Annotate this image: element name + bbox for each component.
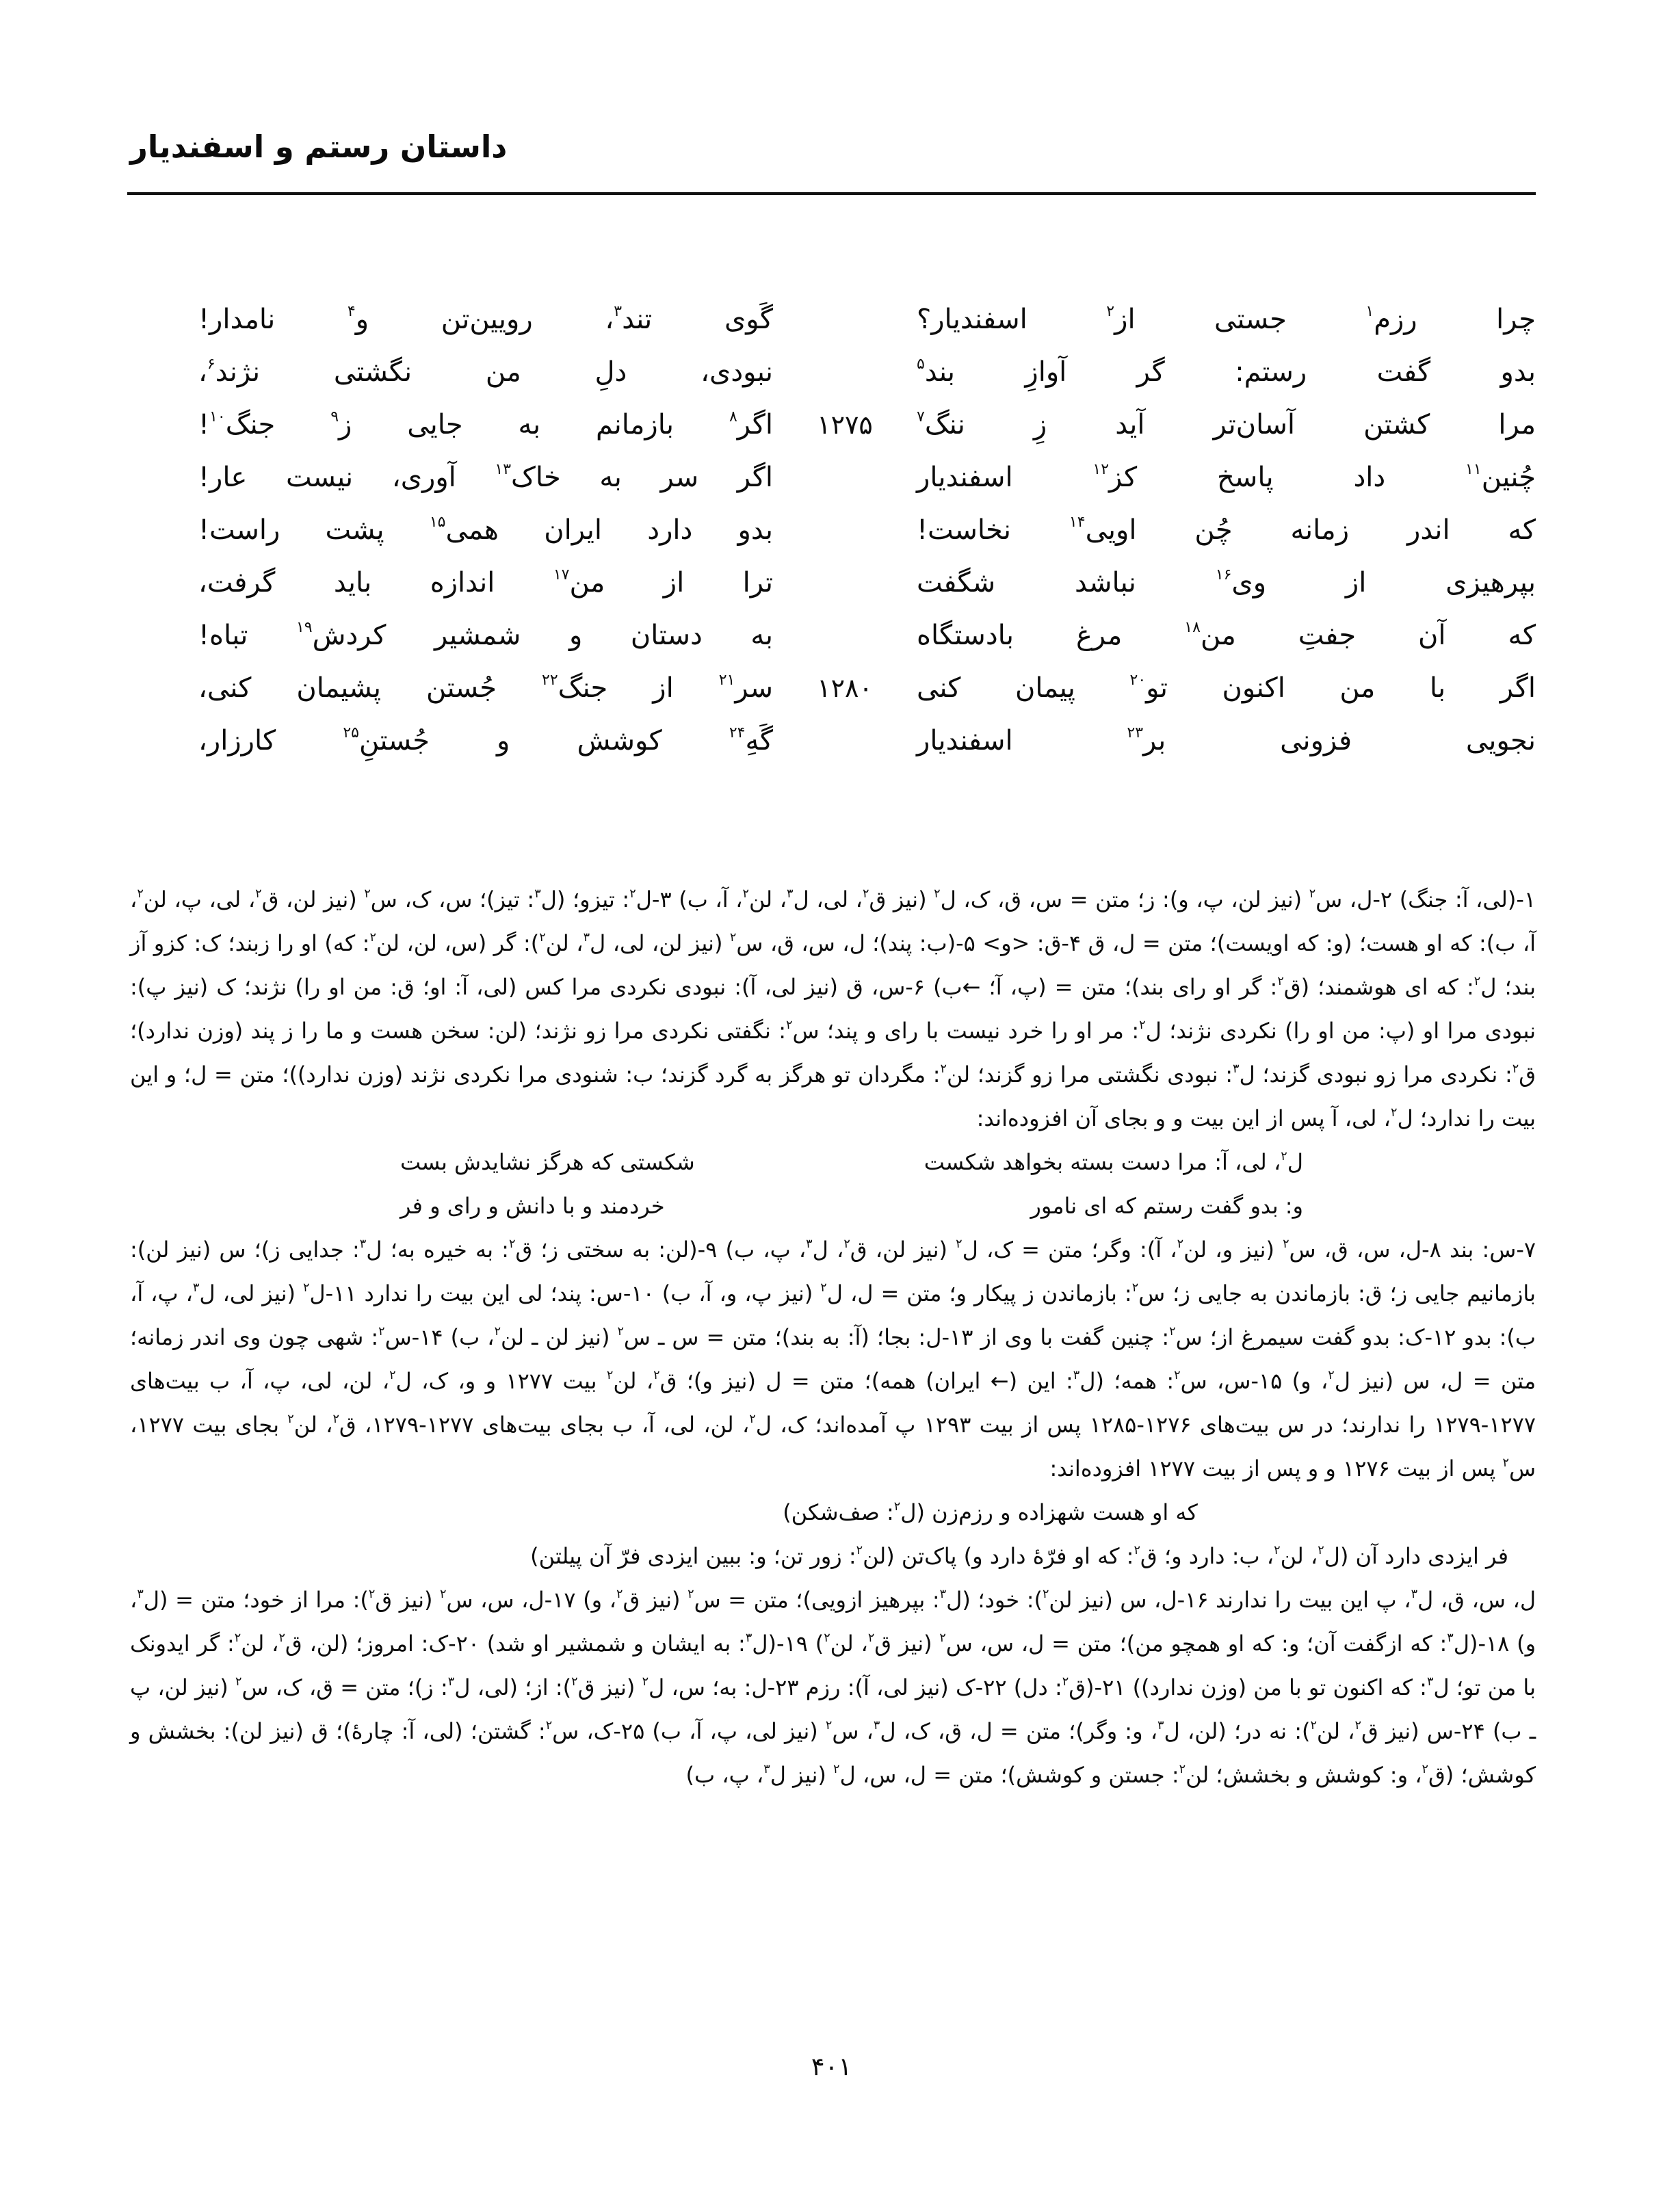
footnote-superscript: ۵ (917, 355, 925, 373)
apparatus-paragraph: ل، س، ق، ل$^۳$، پ این بیت را ندارند ۱۶-ل، س (نیز لن$^۲$): خود؛ (ل$^۳$: بپرهیز ازویی)؛ متن = س$^۲$ (نیز ق$^۲$، و) ۱۷-ل، س، س$^۲$ (نیز ق$^۲$): مرا از خود؛ متن = (ل$^۳$، و) ۱۸-(ل$^۳$: که ازگفت آن؛ و: که او همچو من)؛ متن = ل، س، س$^۲$ (نیز ق$^۲$، لن$^۲$) ۱۹-(ل$^۳$: به ایشان و شمشیر او شد) ۲۰-ک: امروز؛ (لن، ق$^۲$، لن$^۲$: گر ایدونک با من تو؛ ل$^۳$: که اکنون تو با من (وزن ندارد)) ۲۱-(ق$^۲$: دل) ۲۲-ک (نیز لی، آ): رزم ۲۳-ل: به؛ س، ل$^۲$ (نیز ق$^۲$): از؛ (لی، ل$^۳$: ز)؛ متن = ق، ک، س$^۲$ (نیز لن، پ ـ ب) ۲۴-س (نیز ق$^۲$، لن$^۲$): نه در؛ (لن، ل$^۳$، و: وگر)؛ متن = ل، ق، ک، ل$^۳$، س$^۲$ (نیز لی، پ، آ، ب) ۲۵-ک، س$^۲$: گشتن؛ (لی، آ: چارهٔ)؛ ق (نیز لن): بخشش و کوشش؛ (ق$^۲$، و: کوشش و بخشش؛ لن$^۲$: جستن و کوشش)؛ متن = ل، س، ل$^۲$ (نیز ل$^۳$، پ، ب) (130, 1587, 1536, 1788)
footnote-superscript: ۳ (806, 1237, 813, 1251)
footnote-superscript: ۲ (368, 1587, 376, 1601)
footnote-superscript: ۲ (1512, 1062, 1519, 1076)
footnote-superscript: ۲ (653, 1368, 660, 1382)
footnote-superscript: ۲ (235, 1674, 242, 1689)
quoted-verse-second-hemistich: شکستی که هرگز نشایدش بست (400, 1149, 695, 1175)
footnote-superscript: ۲ (332, 1412, 339, 1426)
footnote-superscript: ۲ (539, 930, 546, 945)
footnote-superscript: ۲۱ (718, 671, 735, 689)
apparatus-paragraph: ۷-س: بند ۸-ل، س، ق، س$^۲$ (نیز و، لن$^۲$، آ): وگر؛ متن = ک، ل$^۲$ (نیز لن، ق$^۲$، ل$^۳$، پ، ب) ۹-(لن: به سختی ز؛ ق$^۲$: به خیره به؛ ل$^۳$: جدایی ز)؛ س (نیز لن): بازمانیم جایی ز؛ ق: بازماندن به جایی ز؛ س$^۲$: بازماندن ز پیکار و؛ متن = ل، ل$^۲$ (نیز پ، و، آ، ب) ۱۰-س: پند؛ لی این بیت را ندارد ۱۱-ل$^۲$ (نیز لی، ل$^۳$، پ، آ، ب): بدو ۱۲-ک: بدو گفت سیمرغ از؛ س$^۲$: چنین گفت با وی از ۱۳-ل: بجا؛ (آ: به بند)؛ متن = س ـ س$^۲$ (نیز لن ـ لن$^۲$، ب) ۱۴-س$^۲$: شهی چون وی اندر زمانه؛ متن = ل، س (نیز ل$^۲$، و) ۱۵-س، س$^۲$: همه؛ (ل$^۳$: این (← ایران) همه)؛ متن = ل (نیز و)؛ ق$^۲$، لن$^۲$ بیت ۱۲۷۷ و و، ک، ل$^۲$، لن، لی، پ، آ، ب بیت‌های ۱۲۷۷-۱۲۷۹ را ندارند؛ در س بیت‌های ۱۲۷۶-۱۲۸۵ پس از بیت ۱۲۹۳ پ آمده‌اند؛ ک، ل$^۲$، لن، لی، آ، ب بجای بیت‌های ۱۲۷۷-۱۲۷۹، ق$^۲$، لن$^۲$ بجای بیت ۱۲۷۷، س$^۲$ پس از بیت ۱۲۷۶ و و پس از بیت ۱۲۷۷ افزوده‌اند: (130, 1237, 1536, 1482)
page-number: ۴۰۱ (811, 2052, 852, 2081)
hemistich-second: گَهِ$^{۲۴}$ کوشش و جُستنِ$^{۲۵}$ کارزار، (198, 724, 773, 756)
footnote-superscript: ۲ (378, 1324, 385, 1339)
footnote-superscript: ۲ (545, 1718, 553, 1733)
apparatus-verse-quote (130, 1140, 1536, 1184)
couplet-row (198, 609, 1536, 661)
footnote-superscript: ۲۴ (729, 724, 746, 741)
footnote-superscript: ۳ (1447, 1631, 1454, 1645)
footnote-superscript: ۲ (856, 1543, 863, 1557)
critical-apparatus (130, 878, 1536, 1797)
footnote-superscript: ۳ (359, 1237, 367, 1251)
hemistich-second: سر$^{۲۱}$ از جنگ$^{۲۲}$ جُستن پشیمان کنی، (198, 671, 773, 704)
header-rule (127, 192, 1536, 195)
footnote-superscript: ۲ (364, 886, 371, 901)
footnote-superscript: ۳ (745, 1631, 752, 1645)
couplet-row (198, 293, 1536, 345)
poem-section (198, 293, 1536, 767)
footnote-superscript: ۲ (278, 1631, 285, 1645)
footnote-superscript: ۲ (833, 1762, 840, 1776)
footnote-superscript: ۱۲ (1092, 460, 1110, 478)
footnote-superscript: ۲ (1177, 1237, 1184, 1251)
footnote-superscript: ۴ (347, 302, 356, 320)
hemistich-second: اگر$^۸$ بازمانم به جایی ز$^۹$ جنگ$^{۱۰}$! (198, 408, 774, 440)
footnote-superscript: ۲ (137, 886, 144, 901)
footnote-superscript: ۳ (583, 930, 590, 945)
footnote-superscript: ۲ (893, 1499, 901, 1514)
hemistich-first: مرا کشتن آسان‌تر آید زِ ننگ$^۷$ (917, 408, 1536, 440)
footnote-superscript: ۲ (302, 1280, 310, 1295)
footnote-superscript: ۱۶ (1215, 566, 1232, 583)
footnote-superscript: ۲ (287, 1412, 294, 1426)
couplet-row (198, 503, 1536, 556)
hemistich-first: بدو گفت رستم: گر آوازِ بند$^۵$ (917, 355, 1536, 388)
quoted-verse-first-hemistich: ل$^۲$، لی، آ: مرا دست بسته بخواهد شکست (924, 1149, 1303, 1175)
footnote-superscript: ۲ (1281, 1149, 1287, 1163)
hemistich-second: بدو دارد ایران همی$^{۱۵}$ پشت راست! (198, 513, 773, 546)
footnote-superscript: ۳ (1233, 1062, 1240, 1076)
footnote-superscript: ۳ (1411, 1587, 1418, 1601)
footnote-superscript: ۲۲ (542, 671, 558, 689)
apparatus-inserted-verse-line: که او هست شهزاده و رزم‌زن (ل$^۲$: صف‌شکن) (783, 1499, 1198, 1525)
footnote-superscript: ۲ (1277, 974, 1284, 988)
footnote-superscript: ۲ (1174, 1368, 1181, 1382)
footnote-superscript: ۲ (742, 886, 749, 901)
footnote-superscript: ۳ (614, 302, 623, 320)
footnote-superscript: ۱۹ (296, 618, 313, 636)
footnote-superscript: ۲ (1390, 1105, 1398, 1120)
hemistich-second: ترا از من$^{۱۷}$ اندازه باید گرفت، (198, 566, 773, 598)
footnote-superscript: ۳ (192, 1280, 200, 1295)
footnote-superscript: ۳ (1426, 1674, 1434, 1689)
footnote-superscript: ۱۱ (1465, 460, 1482, 478)
hemistich-first: اگر با من اکنون تو$^{۲۰}$ پیمان کنی (917, 671, 1536, 704)
footnote-superscript: ۲ (629, 886, 636, 901)
footnote-superscript: ۲ (617, 1324, 624, 1339)
hemistich-first: که اندر زمانه چُن اویی$^{۱۴}$ نخاست! (917, 513, 1536, 546)
footnote-superscript: ۳ (873, 1718, 880, 1733)
footnote-superscript: ۲ (642, 1674, 649, 1689)
footnote-superscript: ۲ (1328, 1368, 1335, 1382)
footnote-superscript: ۱۵ (429, 513, 446, 531)
footnote-superscript: ۲ (1042, 1587, 1049, 1601)
footnote-superscript: ۲ (939, 1631, 946, 1645)
apparatus-inserted-verse-line: فر ایزدی دارد آن (ل$^۲$، لن$^۲$، ب: دارد و؛ ق$^۲$: که او فرّهٔ دارد و) پاک‌تن (لن$^۲$: زور تن؛ و: ببین ایزدی فرّ آن پیلتن) (530, 1543, 1508, 1569)
footnote-superscript: ۲ (255, 886, 262, 901)
hemistich-second: نبودی، دلِ من نگشتی نژند$^۶$، (198, 355, 773, 388)
footnote-superscript: ۱۸ (1184, 618, 1201, 636)
apparatus-paragraph: ۱-(لی، آ: جنگ) ۲-ل، س$^۲$ (نیز لن، پ، و): ز؛ متن = س، ق، ک، ل$^۲$ (نیز ق$^۲$، لی، ل$^۳$، لن$^۲$، آ، ب) ۳-ل$^۲$: تیزو؛ (ل$^۳$: تیز)؛ س، ک، س$^۲$ (نیز لن، ق$^۲$، لی، پ، لن$^۲$، آ، ب): که او هست؛ (و: که اویست)؛ متن = ل، ق ۴-ق: <و> ۵-(ب: پند)؛ ل، س، ق، س$^۲$ (نیز لن، لی، ل$^۳$، لن$^۲$): گر (س، لن، لن$^۲$: که) او را زبند؛ ک: کزو آز بند؛ ل$^۲$: که ای هوشمند؛ (ق$^۲$: گر او رای بند)؛ متن = (پ، آ؛ ←ب) ۶-س، ق (نیز لی، آ): نبودی نکردی مرا کس (لی، آ: او؛ ق: من او را) نژند؛ ک (نیز پ): نبودی مرا او (پ: من او را) نکردی نژند؛ ل$^۲$: مر او را خرد نیست با رای و پند؛ س$^۲$: نگفتی نکردی مرا زو نژند؛ (لن: سخن هست و ما را ز پند (وزن ندارد)؛ ق$^۲$: نکردی مرا زو نبودی گزند؛ ل$^۳$: نبودی نگشتی مرا زو گزند؛ لن$^۲$: مگردان تو هرگز به گرد گزند؛ ب: شنودی مرا نکردی نژند (وزن ندارد))؛ متن = ل؛ و این بیت را ندارد؛ ل$^۲$، لی، آ پس از این بیت و و بجای آن افزوده‌اند: (130, 886, 1536, 1131)
hemistich-first: که آن جفتِ من$^{۱۸}$ مرغ بادستگاه (917, 618, 1536, 651)
footnote-superscript: ۲ (1354, 1718, 1361, 1733)
footnote-superscript: ۲ (843, 1237, 850, 1251)
footnote-superscript: ۲ (749, 1412, 756, 1426)
hemistich-second: به دستان و شمشیر کردش$^{۱۹}$ تباه! (198, 618, 773, 651)
footnote-superscript: ۲ (1179, 1762, 1186, 1776)
footnote-superscript: ۲ (1106, 302, 1115, 320)
footnote-superscript: ۳ (534, 886, 541, 901)
footnote-superscript: ۲ (234, 1631, 241, 1645)
hemistich-first: نجویی فزونی بر$^{۲۳}$ اسفندیار (917, 724, 1536, 756)
apparatus-verse-quote (130, 1184, 1536, 1228)
hemistich-second: گَوی تند$^۳$، رویین‌تن و$^۴$ نامدار! (198, 302, 773, 335)
footnote-superscript: ۳ (1073, 1368, 1080, 1382)
footnote-superscript: ۲ (1131, 1280, 1139, 1295)
footnote-superscript: ۲ (1502, 1456, 1509, 1470)
footnote-superscript: ۲ (1134, 1543, 1140, 1557)
hemistich-first: چُنین$^{۱۱}$ داد پاسخ کز$^{۱۲}$ اسفندیار (917, 460, 1536, 493)
footnote-superscript: ۲ (606, 1368, 614, 1382)
footnote-superscript: ۲ (616, 1587, 623, 1601)
footnote-superscript: ۲ (786, 1018, 793, 1032)
footnote-superscript: ۳ (447, 1674, 455, 1689)
footnote-superscript: ۲۳ (1127, 724, 1144, 741)
footnote-superscript: ۲ (1139, 1018, 1146, 1032)
footnote-superscript: ۱۷ (553, 566, 570, 583)
couplet-row (198, 661, 1536, 714)
footnote-superscript: ۳ (137, 1587, 144, 1601)
couplet-row (198, 556, 1536, 609)
footnote-superscript: ۲ (1169, 1324, 1176, 1339)
footnote-superscript: ۲ (820, 1280, 827, 1295)
couplet-row (198, 345, 1536, 398)
footnote-superscript: ۲ (956, 1237, 963, 1251)
footnote-superscript: ۲ (1474, 974, 1481, 988)
hemistich-first: بپرهیزی از وی$^{۱۶}$ نباشد شگفت (917, 566, 1536, 598)
footnote-superscript: ۲ (571, 1674, 578, 1689)
footnote-superscript: ۳ (787, 886, 794, 901)
verse-number: ۱۲۸۰ (817, 672, 873, 703)
footnote-superscript: ۶ (207, 355, 215, 373)
footnote-superscript: ۲ (1274, 1543, 1281, 1557)
footnote-superscript: ۱۴ (1069, 513, 1086, 531)
footnote-superscript: ۱ (1365, 302, 1374, 320)
footnote-superscript: ۹ (330, 408, 339, 425)
footnote-superscript: ۲ (1318, 1543, 1324, 1557)
footnote-superscript: ۲ (1283, 1237, 1289, 1251)
footnote-superscript: ۲ (825, 1718, 833, 1733)
couplet-row (198, 714, 1536, 767)
footnote-superscript: ۱۳ (495, 460, 512, 478)
verse-number: ۱۲۷۵ (817, 409, 873, 440)
footnote-superscript: ۳ (939, 1587, 947, 1601)
couplet-row (198, 451, 1536, 503)
footnote-superscript: ۷ (917, 408, 925, 425)
quoted-verse-second-hemistich: خردمند و با دانش و رای و فر (400, 1193, 665, 1219)
footnote-superscript: ۲۰ (1129, 671, 1147, 689)
footnote-superscript: ۲ (867, 1631, 875, 1645)
footnote-superscript: ۲ (440, 1587, 447, 1601)
footnote-superscript: ۲ (369, 930, 376, 945)
footnote-superscript: ۲ (1309, 886, 1316, 901)
footnote-superscript: ۲ (862, 886, 869, 901)
footnote-superscript: ۲ (508, 1237, 516, 1251)
footnote-superscript: ۱۰ (209, 408, 226, 425)
footnote-superscript: ۲ (494, 1324, 501, 1339)
footnote-superscript: ۲ (389, 1368, 396, 1382)
footnote-superscript: ۳ (1157, 1718, 1164, 1733)
footnote-superscript: ۲ (688, 1587, 694, 1601)
quoted-verse-first-hemistich: و: بدو گفت رستم که ای نامور (1030, 1193, 1303, 1219)
footnote-superscript: ۸ (729, 408, 737, 425)
hemistich-first: چرا رزم$^۱$ جستی از$^۲$ اسفندیار؟ (917, 302, 1536, 335)
footnote-superscript: ۲ (824, 1631, 830, 1645)
hemistich-second: اگر سر به خاک$^{۱۳}$ آوری، نیست عار! (198, 460, 773, 493)
footnote-superscript: ۲۵ (343, 724, 359, 741)
couplet-row (198, 398, 1536, 451)
footnote-superscript: ۲ (1062, 1674, 1069, 1689)
footnote-superscript: ۲ (934, 886, 941, 901)
footnote-superscript: ۳ (763, 1762, 770, 1776)
running-head-title: داستان رستم و اسفندیار (130, 129, 508, 165)
footnote-superscript: ۲ (940, 1062, 947, 1076)
footnote-superscript: ۲ (1310, 1718, 1317, 1733)
footnote-superscript: ۲ (729, 930, 737, 945)
footnote-superscript: ۲ (1422, 1762, 1428, 1776)
